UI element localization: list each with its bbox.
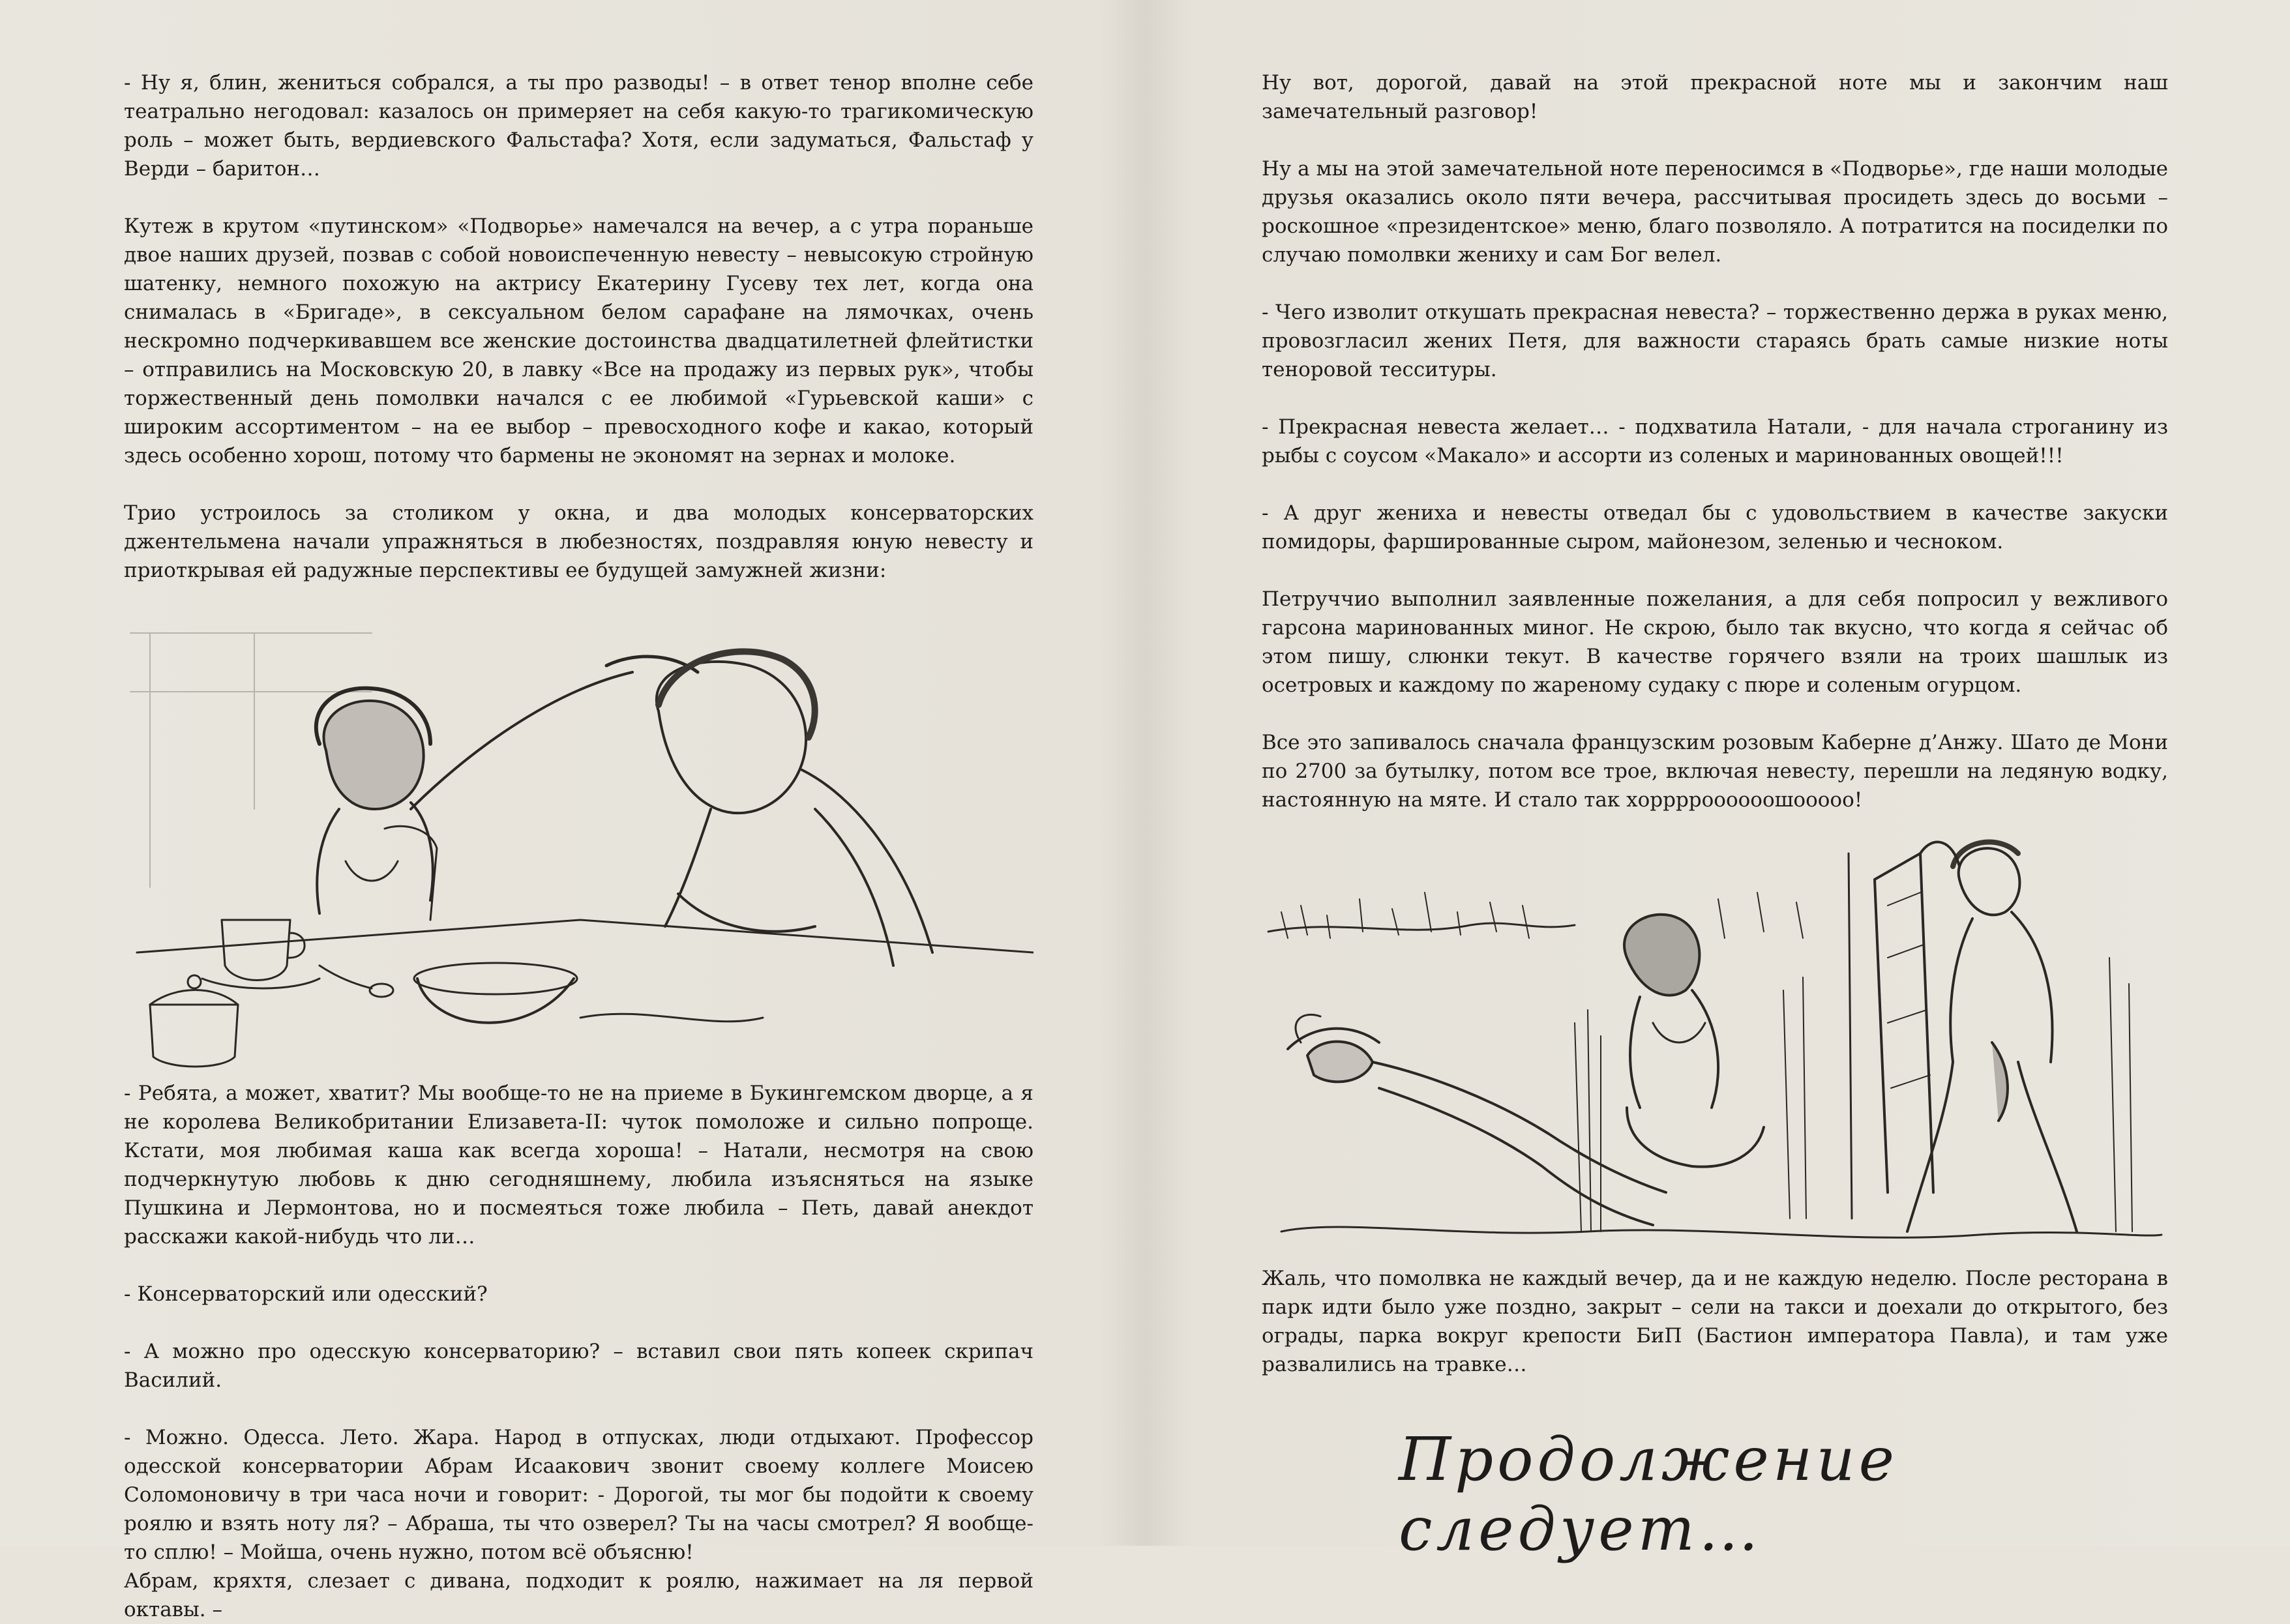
park-sketch-illustration bbox=[1262, 827, 2168, 1251]
right-paragraph: Ну вот, дорогой, давай на этой прекрасной ноте мы и закончим наш замечательный разговор! bbox=[1262, 71, 2168, 123]
cafe-sketch-illustration bbox=[124, 613, 1033, 1070]
right-paragraph: Жаль, что помолвка не каждый вечер, да и не каждую неделю. После ресторана в парк идти было уже поздно, закрыт – сели на такси и доехали до открытого, без ограды, парка вокруг крепости БиП (Бастион императора Павла), и там уже развалились на травке… bbox=[1262, 1267, 2168, 1376]
right-paragraph: Все это запивалось сначала французским розовым Каберне д’Анжу. Шато де Мони по 2700 за бутылку, потом все трое, включая невесту, перешли на ледяную водку, настоянную на мяте. И стало так хорррроооооошооооо! bbox=[1262, 731, 2168, 812]
right-paragraph: Петруччио выполнил заявленные пожелания, а для себя попросил у вежливого гарсона маринованных миног. Не скрою, было так вкусно, что когда я сейчас об этом пишу, слюнки текут. В качестве горячего взяли на троих шашлык из осетровых и каждому по жареному судаку с пюре и соленым огурцом. bbox=[1262, 587, 2168, 697]
left-paragraph: - Ну я, блин, жениться собрался, а ты про разводы! – в ответ тенор вполне себе театрально негодовал: казалось он примеряет на себя какую-то трагикомическую роль – может быть, вердиевского Фальстафа? Хотя, если задуматься, Фальстаф у Верди – баритон… bbox=[124, 71, 1033, 181]
right-paragraph: Ну а мы на этой замечательной ноте переносимся в «Подворье», где наши молодые друзья оказались около пяти вечера, рассчитывая просидеть здесь до восьми – роскошное «президентское» меню, благо позволяло. А потратится на посиделки по случаю помолвки жениху и сам Бог велел. bbox=[1262, 157, 2168, 267]
left-paragraph: - Ребята, а может, хватит? Мы вообще-то не на приеме в Букингемском дворце, а я не королева Великобритании Елизавета-II: чуток помоложе и сильно попроще. Кстати, моя любимая каша как всегда хороша! – Натали, несмотря на свою подчеркнутую любовь к дню сегодняшнему, любила изъясняться на языке Пушкина и Лермонтова, но и посмеяться тоже любила – Петь, давай анекдот расскажи какой-нибудь что ли… bbox=[124, 1082, 1033, 1248]
left-paragraph: Кутеж в крутом «путинском» «Подворье» намечался на вечер, а с утра пораньше двое наших друзей, позвав с собой новоиспеченную невесту – невысокую стройную шатенку, немного похожую на актрису Екатерину Гусеву тех лет, когда она снималась в «Бригаде», в сексуальном белом сарафане на лямочках, очень нескромно подчеркивавшем все женские достоинства двадцатилетней флейтистки – отправились на Московскую 20, в лавку «Все на продажу из первых рук», чтобы торжественный день помолвки начался с ее любимой «Гурьевской каши» с широким ассортиментом – на ее выбор – превосходного кофе и какао, который здесь особенно хорош, потому что бармены не экономят на зернах и молоке. bbox=[124, 214, 1033, 467]
right-page bbox=[1262, 68, 2168, 1564]
to-be-continued-signature: Продолжение следует… bbox=[1399, 1425, 1899, 1564]
right-paragraph: - Чего изволит откушать прекрасная невеста? – торжественно держа в руках меню, провозгласил жених Петя, для важности стараясь брать самые низкие ноты теноровой тесситуры. bbox=[1262, 301, 2168, 381]
left-paragraph: Трио устроилось за столиком у окна, и два молодых консерваторских джентельмена начали упражняться в любезностях, поздравляя юную невесту и приоткрывая ей радужные перспективы ее будущей замужней жизни: bbox=[124, 501, 1033, 582]
left-paragraph: - Можно. Одесса. Лето. Жара. Народ в отпусках, люди отдыхают. Профессор одесской консерватории Абрам Исаакович звонит своему коллеге Моисею Соломоновичу в три часа ночи и говорит: - Дорогой, ты мог бы подойти к своему роялю и взять ноту ля? – Абраша, ты что озверел? Ты на часы смотрел? Я вообще-то сплю! – Мойша, очень нужно, потом всё объясню! Абрам, кряхтя, слезает с дивана, подходит к роялю, нажимает на ля первой октавы. – bbox=[124, 1426, 1033, 1621]
left-page bbox=[124, 68, 1033, 1624]
right-paragraph: - Прекрасная невеста желает… - подхватила Натали, - для начала строганину из рыбы с соусом «Макало» и ассорти из соленых и маринованных овощей!!! bbox=[1262, 415, 2168, 467]
right-paragraph: - А друг жениха и невесты отведал бы с удовольствием в качестве закуски помидоры, фаршированные сыром, майонезом, зеленью и чесноком. bbox=[1262, 501, 2168, 554]
left-paragraph: - А можно про одесскую консерваторию? – вставил свои пять копеек скрипач Василий. bbox=[124, 1340, 1033, 1392]
left-paragraph: - Консерваторский или одесский? bbox=[124, 1282, 488, 1306]
